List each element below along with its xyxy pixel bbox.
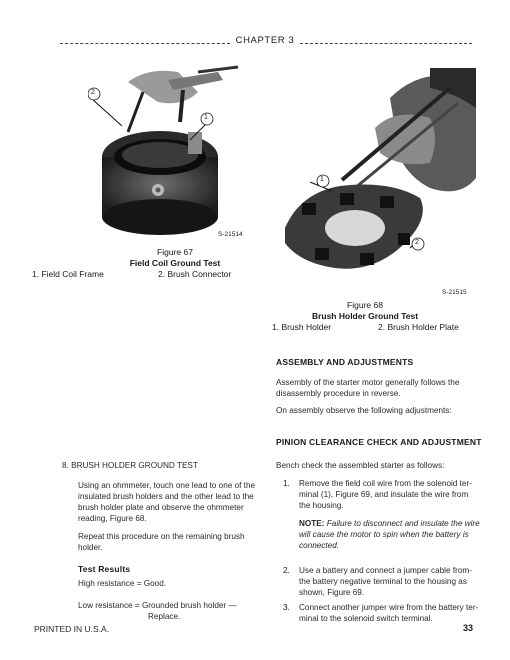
figure-68-legend-2: 2. Brush Holder Plate <box>378 322 459 332</box>
figure-68-callout-1: 1 <box>320 176 324 183</box>
step-3-text: Connect another jumper wire from the battery ter- minal to the solenoid switch terminal. <box>299 603 479 623</box>
header-rule-left <box>60 43 230 44</box>
figure-68-number: Figure 68 <box>347 300 383 310</box>
test-results-heading: Test Results <box>78 564 131 574</box>
printed-in-footer: PRINTED IN U.S.A. <box>34 624 110 634</box>
figure-68-callout-2: 2 <box>415 239 419 246</box>
figure-68-code: S-21515 <box>442 289 467 296</box>
figure-68-legend-1: 1. Brush Holder <box>272 322 332 332</box>
step-1-number: 1. <box>283 479 290 488</box>
step-2-text: Use a battery and connect a jumper cable from- the battery negative terminal to the housing as shown, Figure 69. <box>299 566 472 597</box>
chapter-heading: CHAPTER 3 <box>235 35 295 46</box>
assembly-paragraph-2: On assembly observe the following adjustments: <box>276 406 452 415</box>
brush-holder-test-paragraph-2: Repeat this procedure on the remaining brush holder. <box>78 532 245 552</box>
figure-67-title: Field Coil Ground Test <box>129 258 221 268</box>
step-3-number: 3. <box>283 603 290 612</box>
figure-68-title: Brush Holder Ground Test <box>311 311 419 321</box>
pinion-heading: PINION CLEARANCE CHECK AND ADJUSTMENT <box>276 437 482 447</box>
brush-holder-test-paragraph-1: Using an ohmmeter, touch one lead to one of the insulated brush holders and the other lead to the brush holder plate and observe the ohmmeter reading, Figure 68. <box>78 481 256 523</box>
figure-67-legend-1: 1. Field Coil Frame <box>32 269 104 279</box>
assembly-heading: ASSEMBLY AND ADJUSTMENTS <box>276 357 414 367</box>
figure-67-callout-2: 2 <box>91 89 95 96</box>
header-rule-right <box>300 43 472 44</box>
step-1-text: Remove the field coil wire from the solenoid ter- minal (1), Figure 69, and insulate the wire from the housing. <box>299 479 472 510</box>
assembly-paragraph-1: Assembly of the starter motor generally follows the disassembly procedure in reverse. <box>276 378 460 398</box>
pinion-intro: Bench check the assembled starter as follows: <box>276 461 445 470</box>
figure-67-photo <box>88 62 263 240</box>
figure-67-code: S-21514 <box>218 231 243 238</box>
brush-holder-test-heading: 8. BRUSH HOLDER GROUND TEST <box>62 461 198 470</box>
test-result-high: High resistance = Good. <box>78 579 167 588</box>
page-number: 33 <box>463 623 474 633</box>
figure-67-callout-1: 1 <box>204 114 208 121</box>
figure-68-photo <box>280 68 476 288</box>
step-2-number: 2. <box>283 566 290 575</box>
figure-67-number: Figure 67 <box>157 247 193 257</box>
figure-67-legend-2: 2. Brush Connector <box>158 269 232 279</box>
note-label: NOTE: <box>299 519 325 528</box>
step-1-note: NOTE: Failure to disconnect and insulate the wire will cause the motor to spin when the battery is connected. <box>299 519 480 550</box>
test-result-low: Low resistance = Grounded brush holder — Replace. <box>78 601 237 621</box>
